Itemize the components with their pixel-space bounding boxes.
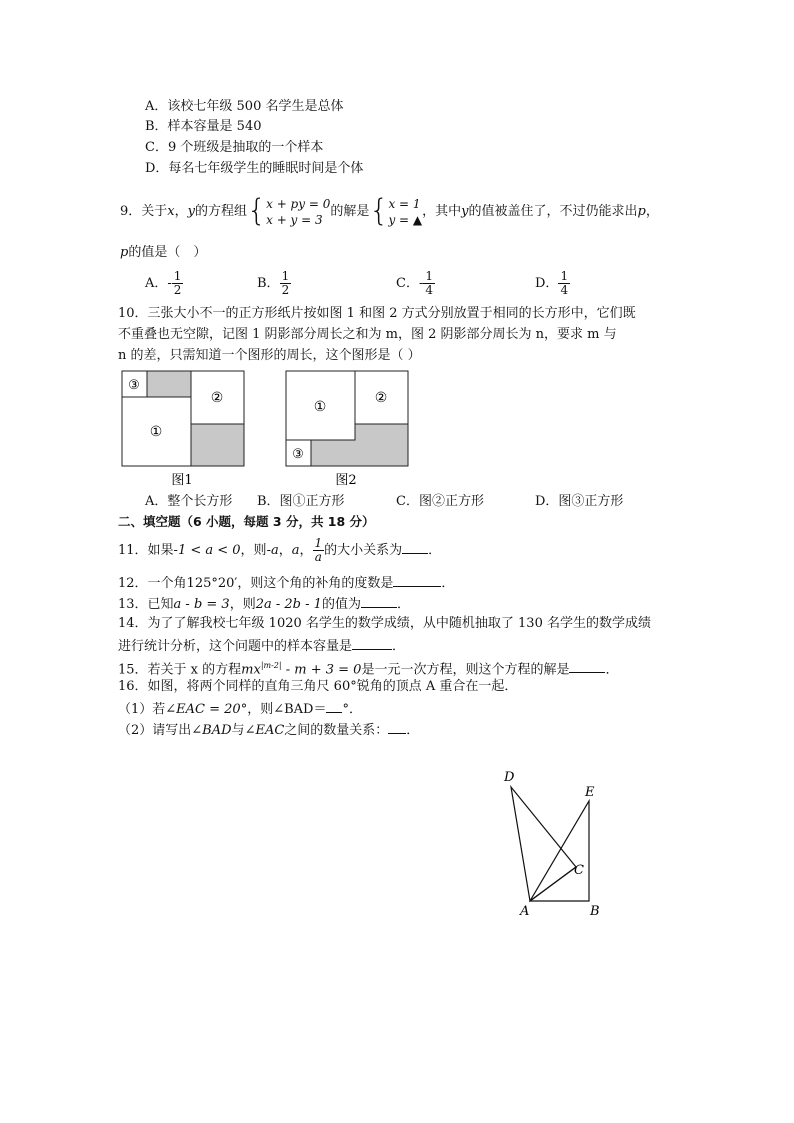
var-y: y xyxy=(187,204,195,219)
minus-sign: - xyxy=(167,276,172,291)
denominator: 4 xyxy=(560,283,569,297)
q13-text: ，则 xyxy=(229,597,256,612)
q9-text: 的值是（ ） xyxy=(128,245,207,260)
q16-text: （1）若 xyxy=(118,702,166,717)
q13-text: 13．已知 xyxy=(118,597,174,612)
q15-text: ． xyxy=(605,662,619,678)
q9-stem-line2 xyxy=(120,245,206,261)
q9-option-c xyxy=(396,268,435,300)
q9-option-a xyxy=(145,268,183,300)
denominator: 2 xyxy=(173,283,182,297)
math-expr: - m + 3 = 0 xyxy=(281,662,362,678)
q16-text: ． xyxy=(406,723,420,738)
var-p: p xyxy=(120,245,129,260)
answer-blank[interactable] xyxy=(352,637,392,650)
equation-system xyxy=(266,196,330,228)
math-angle: 125°20′ xyxy=(186,576,238,591)
q10-option-b: B．图①正方形 xyxy=(257,494,345,509)
q15-text: 是一元一次方程，则这个方程的解是 xyxy=(361,662,570,678)
numerator: 1 xyxy=(560,269,569,283)
q16-text: （2）请写出 xyxy=(118,723,192,738)
minus-sign: - xyxy=(418,276,424,291)
q14-line-2 xyxy=(118,637,405,655)
var-x: x xyxy=(167,204,175,219)
fraction xyxy=(558,270,570,297)
shaded-region xyxy=(147,371,191,397)
point-label-b: B xyxy=(590,904,600,919)
q9-text: 的解是 xyxy=(330,204,370,219)
math-angle: ∠EAC xyxy=(244,723,285,738)
section-heading: 二、填空题（6 小题，每题 3 分，共 18 分） xyxy=(118,514,375,529)
figure-2-caption: 图2 xyxy=(335,473,357,486)
math-angle: ∠EAC = 20° xyxy=(165,702,248,717)
math-angle: ∠BAD xyxy=(191,723,232,738)
q11-text: ， xyxy=(278,543,292,558)
denominator: a xyxy=(314,550,322,564)
equation-1: x + py = 0 xyxy=(266,196,331,211)
q9-stem xyxy=(120,194,659,230)
answer-blank[interactable] xyxy=(393,574,441,587)
point-label-c: C xyxy=(574,863,584,878)
q11-text: ，则 xyxy=(240,543,267,558)
q11-text: ， xyxy=(299,543,313,558)
q8-option-c: C．9 个班级是抽取的一个样本 xyxy=(145,140,324,155)
q12-text: ． xyxy=(441,576,455,591)
q12-text: 12．一个角 xyxy=(118,576,187,591)
answer-blank[interactable] xyxy=(326,700,342,713)
fraction xyxy=(313,537,325,564)
numerator: 1 xyxy=(314,536,323,550)
q10-line-2: 不重叠也无空隙，记图 1 阴影部分周长之和为 m，图 2 阴影部分周长为 n，要求 m 与 xyxy=(118,327,617,342)
point-label-d: D xyxy=(504,770,515,785)
label-2: ② xyxy=(210,390,224,406)
figure-2 xyxy=(282,368,417,486)
q8-option-b: B．样本容量是 540 xyxy=(145,119,262,134)
q10-line-3: n 的差，只需知道一个图形的周长，这个图形是（ ） xyxy=(118,348,421,363)
math-condition: a - b = 3 xyxy=(173,597,230,612)
q16-text: 之间的数量关系： xyxy=(284,723,389,738)
q10-option-a: A．整个长方形 xyxy=(145,494,233,509)
q14-line-1: 14．为了了解我校七年级 1020 名学生的数学成绩，从中随机抽取了 130 名学生的数学成绩 xyxy=(118,616,651,631)
q11-text: 11．如果 xyxy=(118,543,174,558)
var-p: p xyxy=(637,204,646,219)
solution-y: y = ▲ xyxy=(388,212,423,227)
shaded-region xyxy=(191,424,244,466)
q10-line-1: 10．三张大小不一的正方形纸片按如图 1 和图 2 方式分别放置于相同的长方形中，它们既 xyxy=(118,306,636,321)
triangle-adc xyxy=(511,787,576,901)
fraction xyxy=(280,270,292,297)
q12 xyxy=(118,574,454,592)
q16-text: 与 xyxy=(231,723,245,738)
option-label: D． xyxy=(535,276,559,291)
answer-blank[interactable] xyxy=(569,660,605,673)
answer-blank[interactable] xyxy=(388,721,406,734)
q15-text: 15．若关于 x 的方程 xyxy=(118,662,242,678)
q9-comma: ， xyxy=(174,204,188,219)
q8-option-a: A．该校七年级 500 名学生是总体 xyxy=(145,99,344,114)
q9-text: ，其中 xyxy=(422,204,462,219)
q13 xyxy=(118,595,410,613)
q9-option-b xyxy=(257,268,291,300)
q14-text: ． xyxy=(392,639,406,654)
numerator: 1 xyxy=(425,269,433,283)
answer-blank[interactable] xyxy=(402,541,428,554)
q9-text: 的值被盖住了，不过仍能求出 xyxy=(468,204,638,219)
q16-text: ，则∠BAD＝ xyxy=(247,702,327,717)
fraction xyxy=(172,270,184,297)
q14-text: 进行统计分析，这个问题中的样本容量是 xyxy=(118,639,353,654)
math-expr: -a xyxy=(266,543,279,558)
equation-2: x + y = 3 xyxy=(266,212,323,227)
q9-text: 的方程组 xyxy=(195,204,248,219)
q11-text: 的大小关系为 xyxy=(324,543,403,558)
q9-option-d xyxy=(535,268,570,300)
label-3: ③ xyxy=(128,378,140,393)
figure-1-caption: 图1 xyxy=(171,473,193,486)
label-2: ② xyxy=(374,390,388,406)
q13-text: ． xyxy=(396,597,410,612)
numerator: 1 xyxy=(173,269,182,283)
q10-option-c: C．图②正方形 xyxy=(396,494,484,509)
q12-text: ，则这个角的补角的度数是 xyxy=(237,576,394,591)
math-expr: 2a - 2b - 1 xyxy=(255,597,322,612)
math-exponent: |m-2| xyxy=(260,661,282,670)
fraction xyxy=(423,270,435,297)
denominator: 2 xyxy=(281,283,290,297)
q13-text: 的值为 xyxy=(321,597,361,612)
triangle-abe xyxy=(530,801,589,901)
q16-text: °． xyxy=(342,702,362,717)
option-label: B． xyxy=(257,276,280,291)
label-3: ③ xyxy=(292,447,304,462)
answer-blank[interactable] xyxy=(361,595,397,608)
point-label-e: E xyxy=(585,785,595,800)
label-1: ① xyxy=(149,424,163,440)
q10-option-d: D．图③正方形 xyxy=(535,494,624,509)
q11 xyxy=(118,536,441,566)
numerator: 1 xyxy=(281,269,290,283)
brace: { xyxy=(247,193,267,229)
q8-option-d: D．每名七年级学生的睡眠时间是个体 xyxy=(145,161,364,176)
solution-system xyxy=(388,196,422,228)
segment-ac xyxy=(530,867,576,901)
q16-sub-1 xyxy=(118,700,362,718)
math-expr: a xyxy=(291,543,300,558)
q15 xyxy=(118,658,618,678)
label-1: ① xyxy=(313,399,327,415)
brace: { xyxy=(369,193,389,229)
math-condition: -1 < a < 0 xyxy=(173,543,241,558)
q9-comma: ， xyxy=(645,204,659,219)
denominator: 4 xyxy=(425,283,433,297)
q16-sub-2 xyxy=(118,721,419,739)
q9-text: 9．关于 xyxy=(120,204,168,219)
solution-x: x = 1 xyxy=(388,196,421,211)
var-y: y xyxy=(461,204,469,219)
point-label-a: A xyxy=(520,904,530,919)
q16-figure xyxy=(495,765,615,920)
figure-1 xyxy=(118,368,253,486)
math-expr: mx xyxy=(241,662,261,678)
option-label: C． xyxy=(396,276,419,291)
q16-line-1: 16．如图，将两个同样的直角三角尺 60°锐角的顶点 A 重合在一起． xyxy=(118,679,518,694)
q11-text: ． xyxy=(428,543,442,558)
option-label: A． xyxy=(145,276,168,291)
